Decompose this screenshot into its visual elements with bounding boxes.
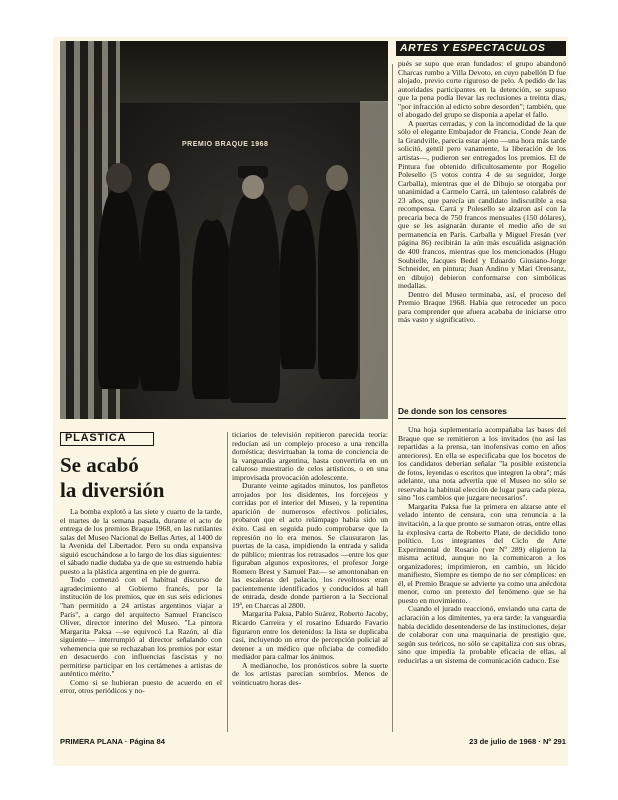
- photo-figure-police-officer: [228, 193, 280, 403]
- paragraph: Margarita Paksa, Pablo Suárez, Roberto Jacoby, Ricardo Carreira y el rosarino Eduardo Favario figuraron entre los detenidos: la lista se duplicaba casi, incluyendo un error de percepción policial al detener a un médico que oficiaba de comedido mediador para calmar los ánimos.: [232, 609, 388, 662]
- paragraph: Una hoja suplementaria acompañaba las bases del Braque que se remitieron a los invitados (no así las repartidas a la prensa, tan inofensivas como en años anteriores). En ella se especificaba que los bocetos de los candidatos deberían señalar "la posible existencia de fotos, leyendas o escritos que integren la obra"; más adelante, una nota advertía que el Museo no sólo se reservaba la habitual elección de lugar para cada pieza, sino "los cambios que juzgare necesarios".: [398, 425, 566, 503]
- section-label-box: [60, 432, 154, 446]
- paragraph: pués se supo que eran fundados: el grupo abandonó Charcas rumbo a Villa Devoto, en cuyo pabellón D fue alojado, previo corte riguroso de pelo. A pedido de las autoridades participantes en la detención, se supuso que la pena podía llevar las reclusiones a treinta días, "por infracción al edicto sobre desorden"; también, que el abogado del grupo se disponía a apelar el fallo.: [398, 59, 566, 120]
- photo-sign-text: PREMIO BRAQUE 1968: [182, 141, 269, 148]
- paragraph: Durante veinte agitados minutos, los panfletos arrojados por los disidentes, los forcejeos y corridas por el interior del Museo, y la repentina aparición de numerosos efectivos policiales, probaron que el acto relámpago había sido un éxito. Casi en seguida pudo comprobarse que la represión no lo era menos. Se clausuraron las puertas de la casa, impidiendo la entrada y salida de público; mientras los retrasados —entre los que figuraban algunos expositores, el profesor Jorge Romero Brest y Samuel Paz— se amontonaban en las escaleras del palacio, los revoltosos eran pacientemente identificados y conducidos al hall de entrada, desde donde partieron a la Seccional 19ª, en Charcas al 2800.: [232, 481, 388, 610]
- photo-glass-door: [360, 101, 388, 419]
- paragraph: Todo comenzó con el habitual discurso de agradecimiento al Gobierno francés, por la institución de los premios, que en sus seis ediciones "han permitido a 24 artistas argentinos viajar a París", a cargo del arquitecto Samuel Francisco Oliver, director interino del Museo. "La pintora Margarita Paksa —se equivocó La Razón, al día siguiente— interrumpió al director señalando con vehemencia que se rechazaban los premios por estar en desacuerdo con influencias fascistas y no permitirse participar en los certámenes a artistas de auténtico mérito.": [60, 575, 222, 679]
- footer-left: PRIMERA PLANA · Página 84: [60, 737, 165, 746]
- photo-figure-man-suit: [140, 191, 180, 391]
- photo-figure-woman-center: [192, 219, 232, 399]
- paragraph: Como si se hubieran puesto de acuerdo en el error, otros periódicos y no-: [60, 677, 222, 696]
- photo-figure-man-right: [318, 189, 358, 379]
- photo-head: [201, 193, 223, 221]
- footer-right: 23 de julio de 1968 · Nº 291: [469, 737, 566, 746]
- column-divider: [392, 64, 393, 732]
- paragraph: Cuando el jurado reaccionó, enviando una carta de aclaración a los dimitentes, ya era tarde: la vanguardia había decidido desentenderse de las instituciones, dejar de colaborar con una maquinaria de prestigio que, según sus teóricos, no sólo se capitaliza con sus obras, sino que impedía la probable eficacia de ellas, al reducirlas a un sistema de comunicación caduco. Ese: [398, 604, 566, 665]
- headline: [60, 453, 200, 503]
- paragraph: A medianoche, los pronósticos sobre la suerte de los artistas parecían sombríos. Menos de veinticuatro horas des-: [232, 660, 388, 687]
- photo-head: [326, 165, 348, 191]
- photo-ceiling: [120, 41, 388, 103]
- paragraph: ticiarios de televisión repitieron parecida teoría: reducían así un complejo proceso a una rencilla doméstica; desvirtuaban la toma de conciencia de la vanguardia argentina, hasta convertirla en un caluroso muestrario de celos artísticos, o en una improvisada provocación adolescente.: [232, 430, 388, 482]
- photo-head: [106, 163, 132, 193]
- photo-head: [242, 175, 264, 199]
- column-divider: [227, 432, 228, 732]
- article-column-3a: [398, 60, 566, 325]
- headline-line: la diversión: [60, 478, 165, 502]
- section-label: PLASTICA: [65, 432, 127, 444]
- article-column-3b: [398, 426, 566, 665]
- headline-line: Se acabó: [60, 453, 139, 477]
- photo-figure-woman-left: [98, 189, 140, 389]
- paragraph: Margarita Paksa fue la primera en alzarse ante el velado intento de censura, con una renuncia a la invitación, a la que pronto se sumaron otras, entre ellas la explosiva carta de Roberto Plate, de decidido tono político. Los integrantes del Ciclo de Arte Experimental de Rosario (ver Nº 289) eligieron la misma actitud, aunque no la comunicaron a los organizadores; imprimieron, en cambio, un lúcido manifiesto, Siempre es tiempo de no ser cómplices: en él, el Premio Braque se advierte ya como una anécdota menor, como un pretexto del fenómeno que se ha puesto en movimiento.: [398, 501, 566, 605]
- paragraph: A puertas cerradas, y con la incomodidad de la que sólo el elegante Embajador de Francia, Conde Jean de la Grandville, parecía estar ajeno —una hora más tarde solicitó, gentil pero vanamente, la liberación de los artistas—, pudieron ser entregados los premios. El de Pintura fue obtenido dificultosamente por Rogelio Polesello (5 votos contra 4 de su seguidor, Jorge Carballa), mientras que el de Dibujo se otorgaba por unanimidad a Carmelo Carrá, un talentoso calabrés de 23 años, que parecía un candidato indiscutible a esa recompensa. Carrá y Polesello se alzaron así con la precaria beca de 750 francos mensuales (150 dólares), que se les asignarán durante el medio año de su permanencia en París. Carballa y Miguel Fresán (ver página 86) recibirán la aún más escuálida asignación de 400 francos, mientras que los mencionados (Hugo Soubielle, Jacques Bedel y Eduardo Giusiano-Jorge Schneider, en pintura; Juan Andino y Mari Orensanz, en dibujo) debieron conformarse con simbólicas medallas.: [398, 118, 566, 291]
- article-column-1: [60, 508, 222, 696]
- article-column-2: [232, 431, 388, 687]
- news-photo: [60, 41, 388, 419]
- section-header: [396, 41, 566, 56]
- paragraph: La bomba explotó a las siete y cuarto de la tarde, el martes de la semana pasada, durante el acto de entrega de los premios Braque 1968, en las rutilantes salas del Museo Nacional de Bellas Artes, al 1400 de la Avenida del Libertador. Pero su onda expansiva siguió escuchándose a lo largo de los días siguientes: el sábado nadie dudaba ya de que su estruendo había puesto a la plástica argentina en pie de guerra.: [60, 507, 222, 576]
- paragraph: Dentro del Museo terminaba, así, el proceso del Premio Braque 1968. Había que retroceder un poco para comprender que afuera acababa de iniciarse otro más vasto y significativo.: [398, 289, 566, 325]
- section-title: ARTES Y ESPECTACULOS: [400, 42, 546, 54]
- photo-head: [288, 185, 308, 211]
- photo-head: [148, 163, 170, 191]
- photo-figure-woman-right: [280, 209, 316, 369]
- subhead: De donde son los censores: [398, 406, 566, 419]
